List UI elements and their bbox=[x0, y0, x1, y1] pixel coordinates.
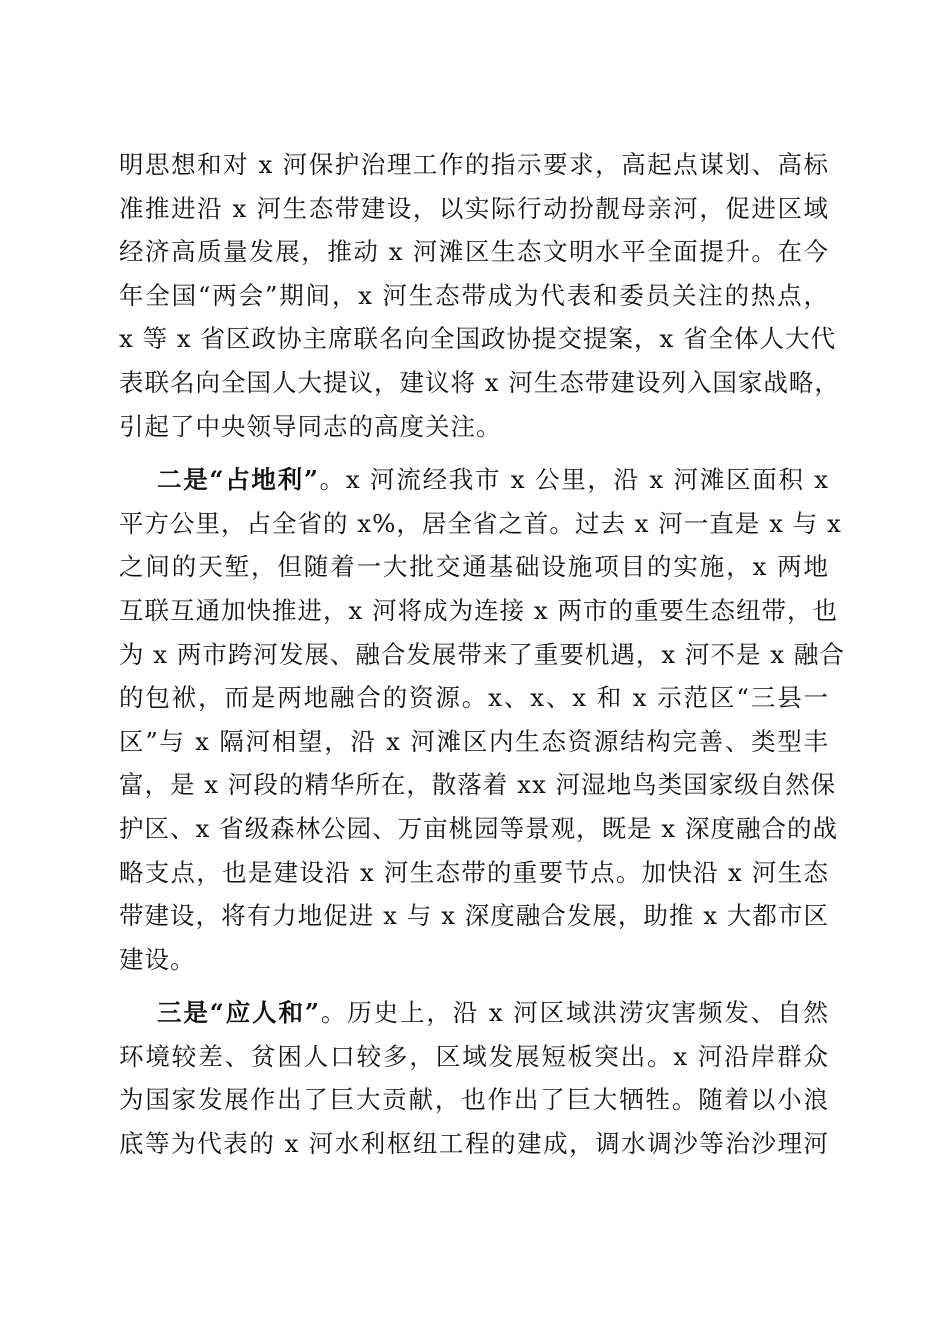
text-line: 互联互通加快推进，x 河将成为连接 x 两市的重要生态纽带，也 bbox=[119, 595, 838, 625]
text-line: x 等 x 省区政协主席联名向全国政协提交提案，x 省全体人大代 bbox=[119, 324, 837, 354]
paragraph-first-line: 。x 河流经我市 x 公里，沿 x 河滩区面积 x bbox=[318, 465, 829, 495]
text-line: 明思想和对 x 河保护治理工作的指示要求，高起点谋划、高标 bbox=[119, 150, 829, 179]
text-line: 平方公里，占全省的 x%，居全省之首。过去 x 河一直是 x 与 x bbox=[119, 508, 842, 538]
body-text bbox=[119, 143, 845, 1166]
text-line: 引起了中央领导同志的高度关注。 bbox=[119, 411, 502, 441]
text-line: 表联名向全国人大提议，建议将 x 河生态带建设列入国家战略， bbox=[119, 367, 840, 397]
text-line: 护区、x 省级森林公园、万亩桃园等景观，既是 x 深度融合的战 bbox=[119, 813, 838, 843]
text-line: 区”与 x 隔河相望，沿 x 河滩区内生态资源结构完善、类型丰 bbox=[119, 726, 829, 756]
text-line: 略支点，也是建设沿 x 河生态带的重要节点。加快沿 x 河生态 bbox=[119, 857, 829, 887]
text-line: 年全国“两会”期间，x 河生态带成为代表和委员关注的热点， bbox=[119, 280, 829, 310]
text-line: 之间的天堑，但随着一大批交通基础设施项目的实施，x 两地 bbox=[119, 552, 829, 582]
text-line bbox=[119, 991, 829, 1035]
paragraph-lead: 二是“占地利” bbox=[157, 465, 319, 495]
paragraph-first-line: 。历史上，沿 x 河区域洪涝灾害频发、自然 bbox=[319, 998, 829, 1028]
text-line: 建设。 bbox=[119, 944, 196, 974]
text-line: 的包袱，而是两地融合的资源。x、x、x 和 x 示范区“三县一 bbox=[119, 683, 829, 713]
text-line: 经济高质量发展，推动 x 河滩区生态文明水平全面提升。在今 bbox=[119, 237, 829, 267]
text-line: 环境较差、贫困人口较多，区域发展短板突出。x 河沿岸群众 bbox=[119, 1041, 829, 1071]
text-line: 为 x 两市跨河发展、融合发展带来了重要机遇，x 河不是 x 融合 bbox=[119, 639, 845, 669]
text-line: 准推进沿 x 河生态带建设，以实际行动扮靓母亲河，促进区域 bbox=[119, 193, 829, 223]
text-line: 为国家发展作出了巨大贡献，也作出了巨大牺牲。随着以小浪 bbox=[119, 1085, 829, 1115]
paragraph-1 bbox=[119, 143, 840, 448]
text-line: 底等为代表的 x 河水利枢纽工程的建成，调水调沙等治沙理河 bbox=[119, 1129, 829, 1159]
text-line: 带建设，将有力地促进 x 与 x 深度融合发展，助推 x 大都市区 bbox=[119, 901, 829, 931]
text-line: 富，是 x 河段的精华所在，散落着 xx 河湿地鸟类国家级自然保 bbox=[119, 770, 837, 800]
paragraph-lead: 三是“应人和” bbox=[157, 998, 320, 1028]
paragraph-3 bbox=[119, 991, 829, 1165]
text-line bbox=[119, 458, 829, 502]
paragraph-2 bbox=[119, 458, 845, 981]
